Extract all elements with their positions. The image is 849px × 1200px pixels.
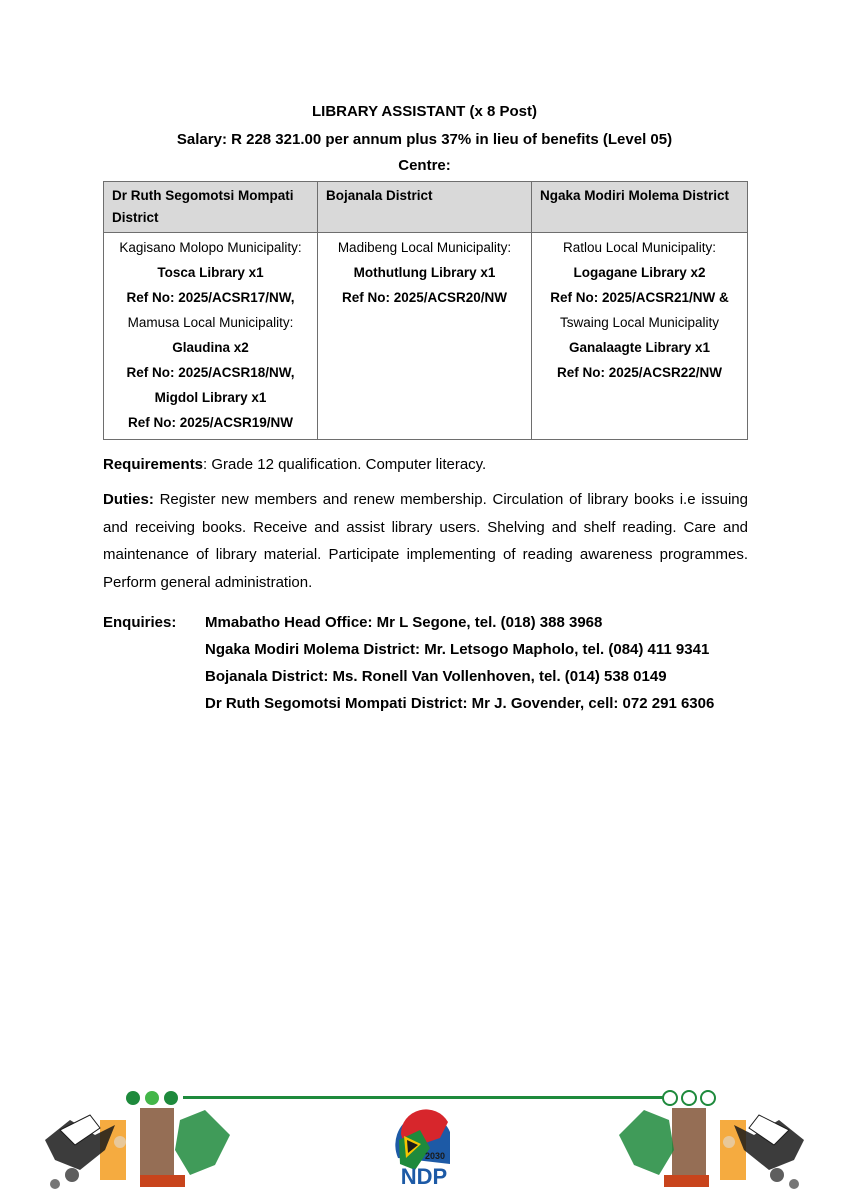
footer-ring-icon [663,1091,677,1105]
table-row [104,233,748,440]
duties-paragraph [103,486,748,596]
enquiry-ruth-segomotsi: Dr Ruth Segomotsi Mompati District: Mr J. Govender, cell: 072 291 6306 [205,695,715,712]
cell-line: Ganalaagte Library x1 [568,340,711,355]
centres-table [103,181,748,440]
cell-line: Ref No: 2025/ACSR17/NW, [126,290,295,305]
cell-line: Ratlou Local Municipality: [562,240,717,255]
footer-banner [0,1080,849,1195]
enquiry-ngaka-modiri-molema: Ngaka Modiri Molema District: Mr. Letsogo Mapholo, tel. (084) 411 9341 [205,641,710,658]
ndp-logo-text: NDP [400,1164,448,1189]
footer-rule [183,1096,663,1099]
cell-ruth-segomotsi [104,233,318,440]
footer-dot-icon [145,1091,159,1105]
centre-label: Centre: [398,157,451,174]
cell-line: Tosca Library x1 [157,265,264,280]
duties-label: Duties: [103,491,154,508]
header-ruth-segomotsi: Dr Ruth Segomotsi Mompati District [104,182,318,233]
footer-dot-icon [164,1091,178,1105]
job-title: LIBRARY ASSISTANT (x 8 Post) [311,103,538,120]
cell-line: Mothutlung Library x1 [353,265,496,280]
cell-line: Ref No: 2025/ACSR21/NW & [550,290,729,305]
sports-collage-right-icon [619,1108,804,1189]
cell-line: Tswaing Local Municipality [559,315,720,330]
cell-ngaka-modiri-molema [532,233,748,440]
sports-collage-left-icon [45,1108,230,1189]
requirements-label: Requirements [103,456,204,473]
duties-text: Register new members and renew membership. Circulation of library books i.e issuing and receiving books. Receive and assist library users. Shelving and shelf reading. Care and maintenance of library material. Participate implementing of reading awareness programmes. Perform general administration. [103,491,748,591]
enquiry-head-office: Mmabatho Head Office: Mr L Segone, tel. (018) 388 3968 [205,614,603,631]
requirements-paragraph [103,451,748,479]
cell-line: Glaudina x2 [172,340,249,355]
cell-bojanala [318,233,532,440]
enquiries-lines [205,609,765,717]
cell-line: Logagane Library x2 [573,265,706,280]
footer-ring-icon [682,1091,696,1105]
ndp-logo-year: 2030 [425,1151,446,1161]
requirements-text: : Grade 12 qualification. Computer literacy. [203,456,487,473]
ndp-logo-icon [395,1109,450,1189]
enquiries-label: Enquiries: [103,614,177,631]
header-bojanala: Bojanala District [318,182,532,233]
cell-line: Mamusa Local Municipality: [127,315,294,330]
cell-line: Ref No: 2025/ACSR18/NW, [126,365,295,380]
footer-ring-icon [701,1091,715,1105]
footer-dot-icon [126,1091,140,1105]
header-ngaka-modiri-molema: Ngaka Modiri Molema District [532,182,748,233]
cell-line: Kagisano Molopo Municipality: [119,240,302,255]
cell-line: Migdol Library x1 [154,390,267,405]
table-header-row [104,182,748,233]
cell-line: Ref No: 2025/ACSR19/NW [127,415,294,430]
cell-line: Ref No: 2025/ACSR20/NW [341,290,508,305]
cell-line: Ref No: 2025/ACSR22/NW [556,365,723,380]
salary-line: Salary: R 228 321.00 per annum plus 37% in lieu of benefits (Level 05) [176,131,673,148]
enquiry-bojanala: Bojanala District: Ms. Ronell Van Vollenhoven, tel. (014) 538 0149 [205,668,667,685]
cell-line: Madibeng Local Municipality: [337,240,512,255]
